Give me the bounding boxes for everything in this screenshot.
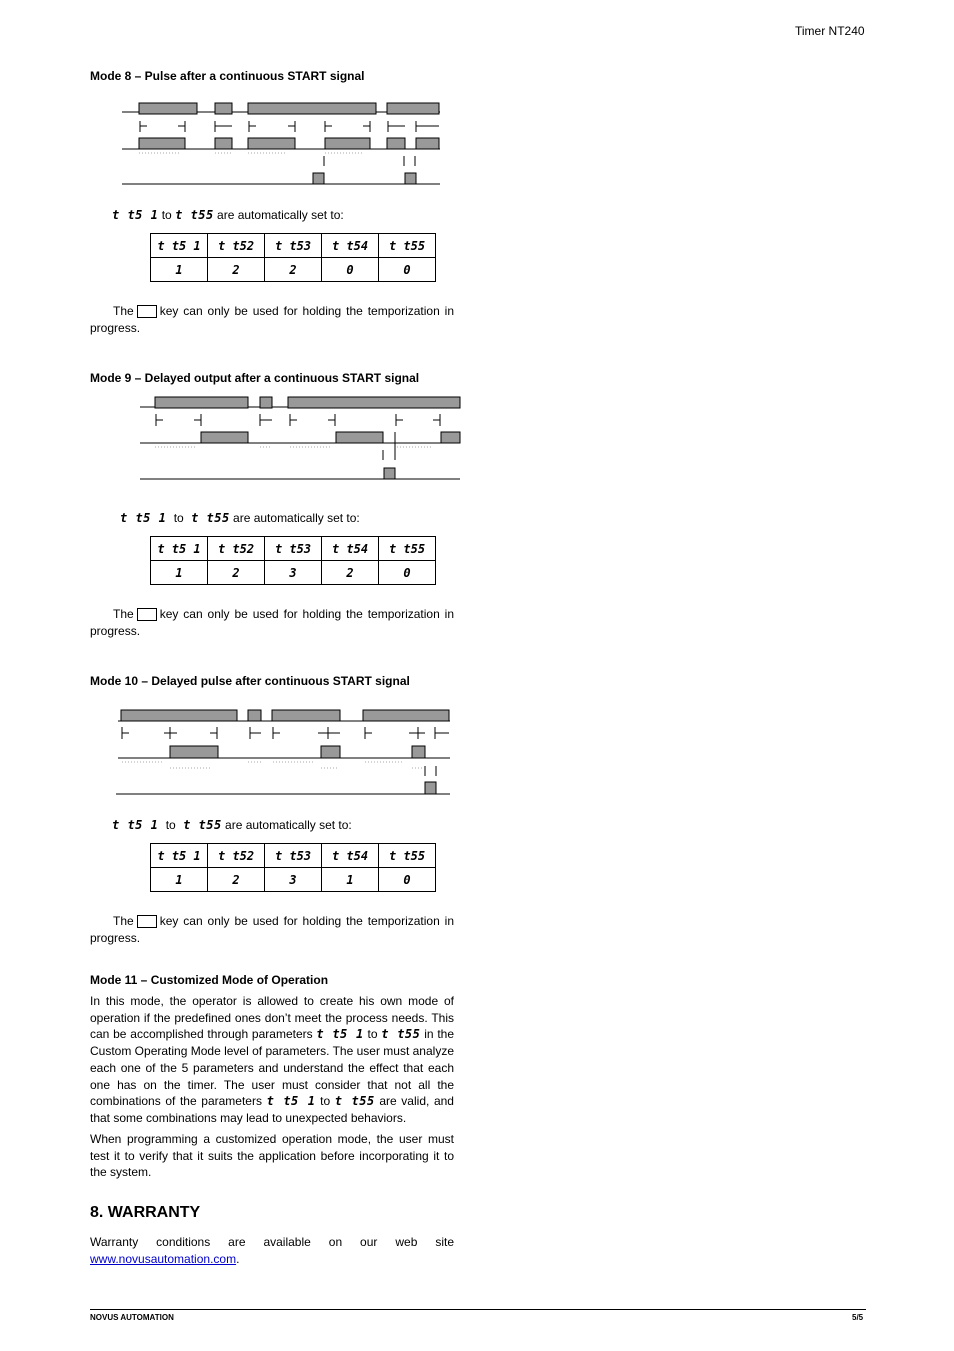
key-icon xyxy=(137,305,157,318)
param-last-label: t t55 xyxy=(334,1094,375,1109)
to-word: to xyxy=(165,818,176,832)
param-header: t t54 xyxy=(322,234,379,258)
autoset-text: are automatically set to: xyxy=(225,818,352,832)
mode9-autoset-line xyxy=(120,510,360,527)
mode9-timing-diagram xyxy=(135,392,465,484)
param-header: t t55 xyxy=(379,234,436,258)
mode8-parameter-table xyxy=(150,233,436,282)
mode10-timing-diagram xyxy=(113,704,458,798)
param-value: 0 xyxy=(379,561,436,585)
param-header: t t5 1 xyxy=(151,844,208,868)
param-header: t t52 xyxy=(208,844,265,868)
param-header: t t53 xyxy=(265,844,322,868)
footer-rule xyxy=(90,1309,866,1310)
param-first-label: t t5 1 xyxy=(120,511,167,525)
mode9-key-note xyxy=(90,606,454,639)
param-header: t t53 xyxy=(265,537,322,561)
mode11-text-a: In this mode, the operator is allowed to create his own mode of operation if the predefined ones don’t meet the process needs. This can be accomplished through parameters xyxy=(90,994,454,1042)
note-the: The xyxy=(113,304,134,318)
footer-company: NOVUS AUTOMATION xyxy=(90,1313,174,1322)
note-rest: key can only be used for holding the temporization in xyxy=(159,914,454,928)
param-header: t t54 xyxy=(322,844,379,868)
param-header: t t53 xyxy=(265,234,322,258)
note-progress: progress. xyxy=(90,623,141,638)
mode9-parameter-table xyxy=(150,536,436,585)
param-value: 1 xyxy=(151,258,208,282)
param-header: t t54 xyxy=(322,537,379,561)
warranty-period: . xyxy=(236,1251,240,1266)
mode10-autoset-line xyxy=(112,817,352,834)
param-value: 1 xyxy=(151,868,208,892)
param-header: t t5 1 xyxy=(151,537,208,561)
param-last-label: t t55 xyxy=(175,208,214,222)
warranty-paragraph xyxy=(90,1234,454,1267)
mode11-title: Mode 11 – Customized Mode of Operation xyxy=(90,973,329,987)
footer-page-number: 5/5 xyxy=(852,1313,864,1322)
to-word: to xyxy=(320,1094,331,1109)
mode8-title: Mode 8 – Pulse after a continuous START signal xyxy=(90,69,365,83)
param-value: 1 xyxy=(322,868,379,892)
mode8-autoset-line xyxy=(112,207,344,224)
param-value: 2 xyxy=(208,561,265,585)
param-last-label: t t55 xyxy=(191,511,230,525)
note-rest: key can only be used for holding the temporization in xyxy=(159,607,454,621)
param-first-label: t t5 1 xyxy=(112,818,159,832)
mode9-title: Mode 9 – Delayed output after a continuous START signal xyxy=(90,371,420,385)
website-link[interactable]: www.novusautomation.com xyxy=(90,1251,237,1266)
param-value: 0 xyxy=(379,868,436,892)
mode11-text-b: in the Custom Operating Mode level of parameters. The user must analyze each one of the 5 parameters and understand the effect that each one has on the timer. The user must consider that not all the combinations of the parameters xyxy=(90,1027,454,1109)
key-icon xyxy=(137,608,157,621)
param-value: 2 xyxy=(208,258,265,282)
mode10-title: Mode 10 – Delayed pulse after continuous START signal xyxy=(90,674,410,688)
mode10-key-note xyxy=(90,913,454,946)
note-rest: key can only be used for holding the temporization in xyxy=(159,304,454,318)
note-the: The xyxy=(113,914,134,928)
mode10-parameter-table xyxy=(150,843,436,892)
mode8-timing-diagram xyxy=(115,98,450,190)
param-header: t t55 xyxy=(379,537,436,561)
param-last-label: t t55 xyxy=(183,818,222,832)
note-the: The xyxy=(113,607,134,621)
mode11-paragraph-2: When programming a customized operation mode, the user must test it to verify that it suits the application before incorporating it to the system. xyxy=(90,1132,454,1180)
param-value: 2 xyxy=(208,868,265,892)
mode8-key-note xyxy=(90,303,454,336)
key-icon xyxy=(137,915,157,928)
param-value: 1 xyxy=(151,561,208,585)
param-value: 0 xyxy=(322,258,379,282)
to-word: to xyxy=(161,208,172,222)
param-value: 0 xyxy=(379,258,436,282)
param-value: 2 xyxy=(322,561,379,585)
note-progress: progress. xyxy=(90,930,141,945)
param-first-label: t t5 1 xyxy=(266,1094,316,1109)
to-word: to xyxy=(367,1027,378,1042)
mode11-text-c: are valid, and that some combinations may lead to unexpected behaviors. xyxy=(90,1094,454,1125)
warranty-text: Warranty conditions are available on our web site xyxy=(90,1235,454,1249)
param-first-label: t t5 1 xyxy=(112,208,159,222)
param-header: t t52 xyxy=(208,234,265,258)
warranty-heading: 8. WARRANTY xyxy=(90,1204,201,1221)
mode11-paragraph-1 xyxy=(90,993,454,1127)
param-last-label: t t55 xyxy=(381,1027,421,1042)
param-value: 2 xyxy=(265,258,322,282)
note-progress: progress. xyxy=(90,320,141,335)
param-first-label: t t5 1 xyxy=(316,1027,364,1042)
param-value: 3 xyxy=(265,561,322,585)
param-value: 3 xyxy=(265,868,322,892)
autoset-text: are automatically set to: xyxy=(233,511,360,525)
autoset-text: are automatically set to: xyxy=(217,208,344,222)
to-word: to xyxy=(173,511,184,525)
param-header: t t5 1 xyxy=(151,234,208,258)
param-header: t t55 xyxy=(379,844,436,868)
document-header-title: Timer NT240 xyxy=(795,24,865,38)
param-header: t t52 xyxy=(208,537,265,561)
